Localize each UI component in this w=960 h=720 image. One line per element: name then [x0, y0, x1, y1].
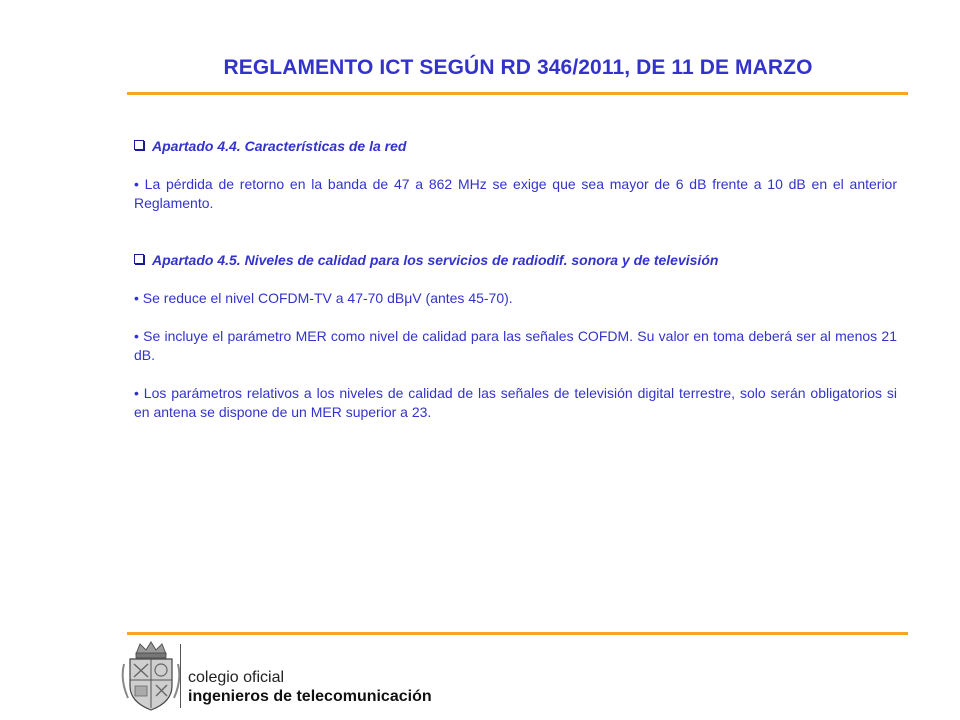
section-heading-4-4 — [134, 137, 897, 156]
paragraph-mer: • Se incluye el parámetro MER como nivel de calidad para las señales COFDM. Su valor en toma deberá ser al menos 21 dB. — [134, 328, 897, 363]
slide-content — [134, 137, 897, 422]
paragraph-cofdm-level: • Se reduce el nivel COFDM-TV a 47-70 dBμV (antes 45-70). — [134, 290, 513, 306]
section-heading-text: Apartado 4.5. Niveles de calidad para los servicios de radiodif. sonora y de televisión — [152, 252, 719, 268]
checkbox-bullet-icon — [134, 254, 144, 264]
footer-org-line2: ingenieros de telecomunicación — [188, 688, 432, 705]
paragraph-quality-params: • Los parámetros relativos a los niveles de calidad de las señales de televisión digital terrestre, solo serán obligatorios si en antena se dispone de un MER superior a 23. — [134, 385, 897, 420]
footer-divider — [127, 632, 908, 635]
paragraph-return-loss: • La pérdida de retorno en la banda de 47 a 862 MHz se exige que sea mayor de 6 dB frente a 10 dB en el anterior Reglamento. — [134, 176, 897, 211]
checkbox-bullet-icon — [134, 140, 144, 150]
spacer — [134, 365, 897, 384]
slide-title: REGLAMENTO ICT SEGÚN RD 346/2011, DE 11 DE MARZO — [223, 56, 813, 79]
spacer — [134, 213, 897, 251]
title-divider — [127, 92, 908, 95]
section-heading-4-5 — [134, 251, 897, 270]
section-heading-text: Apartado 4.4. Características de la red — [152, 138, 407, 154]
footer-org-line1: colegio oficial — [188, 669, 285, 686]
spacer — [134, 308, 897, 327]
footer-separator — [180, 644, 181, 708]
spacer — [134, 156, 897, 175]
spacer — [134, 270, 897, 289]
coat-of-arms-icon — [120, 640, 182, 712]
